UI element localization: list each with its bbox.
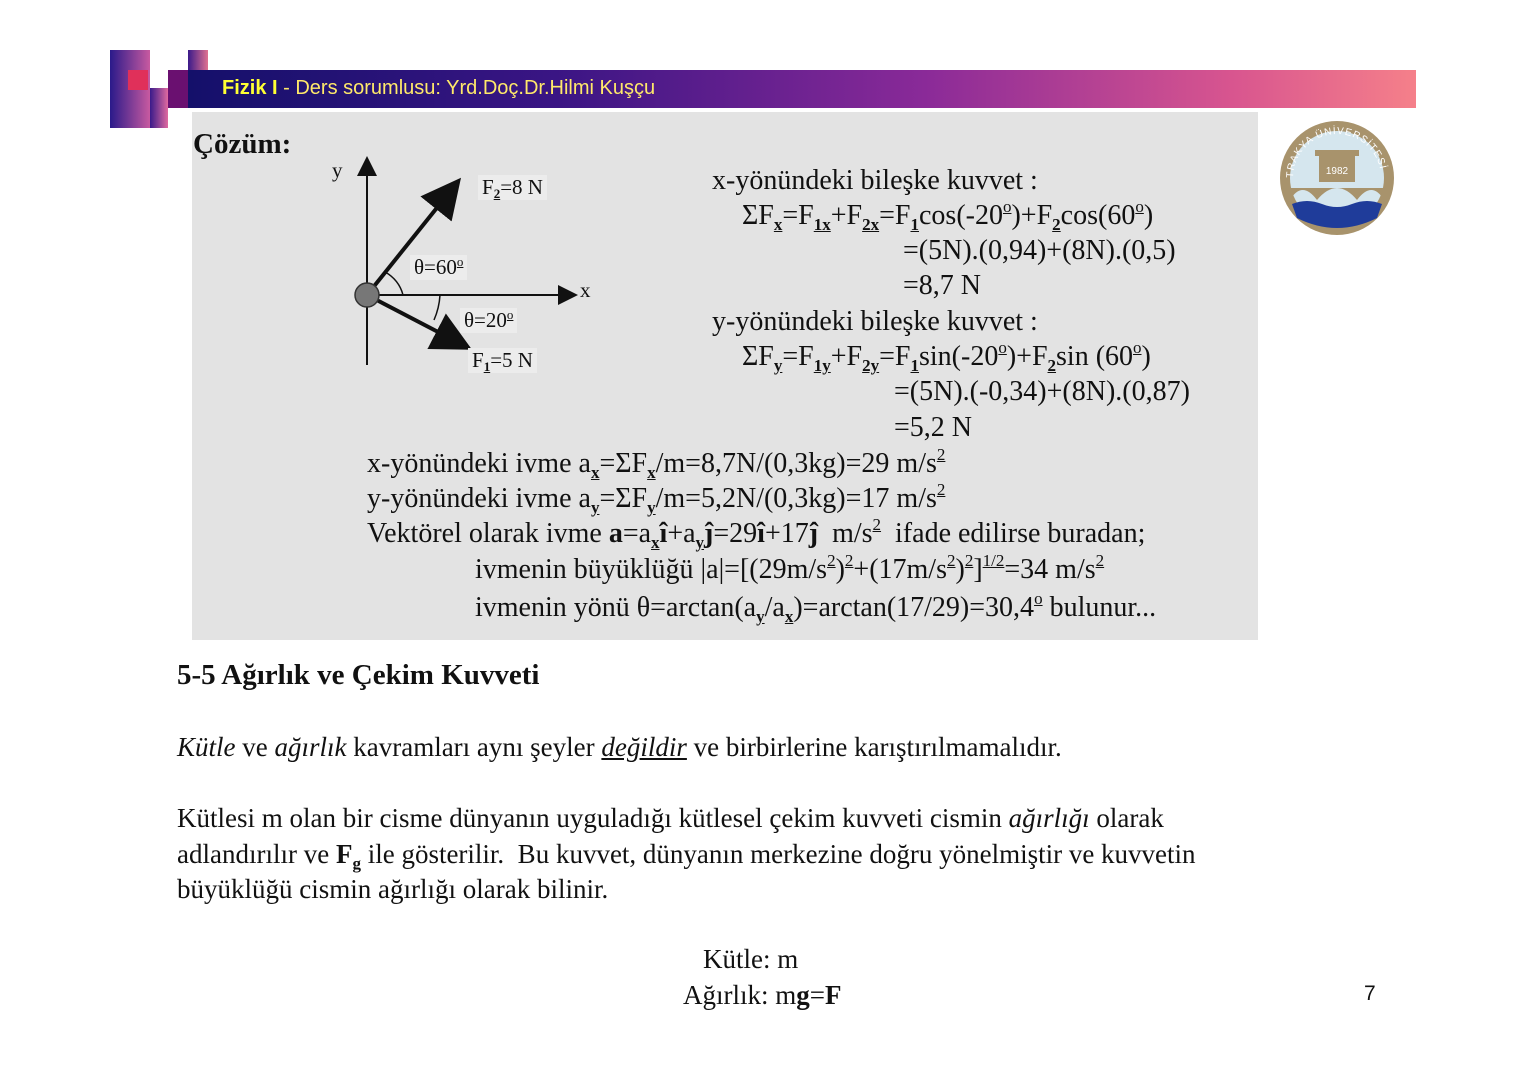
text-segment: +F [830,200,863,231]
text-segment: F [335,839,353,869]
section-heading [177,659,539,691]
text-segment: o [1002,197,1012,216]
text-segment: ağırlık [274,732,347,762]
text-segment: = [809,980,825,1010]
text-segment: +a [667,518,696,549]
weight-definition [683,979,841,1011]
instructor: - Ders sorumlusu: Yrd.Doç.Dr.Hilmi Kuşçu [277,77,656,99]
text-segment: 2 [827,551,836,570]
text-segment: 1x [813,215,831,234]
text-segment: o [1034,589,1043,608]
paragraph-2-line-3 [177,873,608,905]
text-segment: 2 [493,186,501,201]
equation-line [742,197,1154,234]
text-segment: ile gösterilir. Bu kuvvet, dünyanın merkezine doğru yönelmiştir ve kuvvetin [360,839,1196,869]
text-segment: ve [235,732,275,762]
logo-year: 1982 [1325,166,1349,177]
equation-line [712,306,1038,338]
text-segment: 2 [936,445,946,464]
text-segment: 1 [910,215,919,234]
text-segment: 2 [936,480,946,499]
text-segment: sin (60 [1056,341,1134,372]
text-segment: 2 [1095,551,1105,570]
text-segment: ΣF [742,341,774,372]
text-segment: x-yönündeki bileşke kuvvet : [712,165,1038,196]
text-segment: =a [622,518,652,549]
text-segment: x [647,463,656,482]
text-segment: ivmenin büyüklüğü |a|=[(29m/s [475,554,828,585]
text-segment: adlandırılır ve [177,839,336,869]
equation-line [367,480,946,517]
equation-line [894,376,1190,408]
text-segment: =(5N).(-0,34)+(8N).(0,87) [894,376,1190,407]
text-segment: 2x [862,215,880,234]
text-segment: =F [879,200,911,231]
paragraph-2-line-1 [177,802,1164,834]
text-segment: θ=20 [464,308,507,332]
text-segment: g [796,980,810,1010]
text-segment: =8,7 N [903,270,982,301]
x-axis-label: x [580,278,591,302]
text-segment: =5 N [490,348,533,372]
text-segment: 2 [1047,356,1057,375]
course-name: Fizik I [222,77,278,99]
text-segment: olarak [1089,803,1164,833]
mass-point [355,283,379,307]
f2-label [478,175,547,200]
y-axis-label: y [332,158,343,182]
text-segment: o [998,338,1007,357]
text-segment: o [506,307,514,322]
text-segment: o [1135,197,1144,216]
text-segment: x [590,463,600,482]
text-segment: ] [973,554,983,585]
text-segment: cos(60 [1060,200,1136,231]
text-segment: x [784,607,794,626]
theta20-label [460,308,517,333]
text-segment: Vektörel olarak ivme [367,518,609,549]
text-segment: x [773,215,783,234]
text-segment: değildir [601,732,687,762]
text-segment: +F [830,341,863,372]
text-segment: ) [1141,341,1151,372]
text-segment: x [651,533,660,552]
text-segment: y-yönündeki bileşke kuvvet : [712,306,1038,337]
text-segment: =ΣF [599,483,648,514]
text-segment: +17 [764,518,809,549]
text-segment: 1 [910,356,919,375]
text-segment: y [695,533,705,552]
svg-text:TRAKYA ÜNİVERSİTESİ [1285,124,1390,178]
text-segment: Ağırlık: m [683,980,797,1010]
text-segment: =34 m/s [1004,554,1096,585]
equation-line [367,515,1146,552]
text-segment: =F [782,341,814,372]
text-segment: ĵ [808,518,819,549]
text-segment: a [608,518,623,549]
text-segment: î [757,518,765,549]
text-segment: θ=60 [414,255,457,279]
text-segment: =(5N).(0,94)+(8N).(0,5) [903,235,1176,266]
text-segment: +(17m/s [853,554,947,585]
text-segment: /a [764,592,785,623]
text-segment: F [824,980,842,1010]
text-segment: ) [955,554,965,585]
text-segment: ifade edilirse buradan; [881,518,1146,549]
text-segment: 2 [872,515,882,534]
text-segment: m/s [818,518,873,549]
text-segment: Kütle: m [703,944,799,974]
text-segment: sin(-20 [919,341,999,372]
text-segment: =5,2 N [894,412,973,443]
theta60-label [410,255,467,280]
text-segment: y [647,498,656,517]
solution-title: Çözüm: [193,128,292,160]
text-segment: y [590,498,600,517]
text-segment: ağırlığı [1008,803,1090,833]
text-segment: 1 [483,359,491,374]
text-segment: =8 N [500,175,543,199]
f1-label [468,348,537,373]
text-segment: 2 [844,551,854,570]
text-segment: o [1133,338,1142,357]
logo-ring-text [1277,118,1397,238]
text-segment: bulunur... [1042,592,1157,623]
text-segment: )=arctan(17/29)=30,4 [793,592,1035,623]
equation-line [894,412,972,444]
text-segment: 1y [813,356,831,375]
angle-arc-20 [434,295,440,320]
text-segment: g [352,854,361,873]
text-segment: ) [835,554,845,585]
equation-line [712,165,1038,197]
text-segment: î [659,518,668,549]
text-segment: /m=8,7N/(0,3kg)=29 m/s [655,448,937,479]
text-segment: =F [879,341,911,372]
text-segment: Kütlesi m olan bir cisme dünyanın uyguladığı kütlesel çekim kuvveti cismin [177,803,1009,833]
logo-text: TRAKYA ÜNİVERSİTESİ [1284,125,1389,179]
text-segment: 2 [946,551,956,570]
equation-line [475,551,1105,586]
mass-definition [703,943,798,975]
text-segment: ivmenin yönü θ=arctan(a [475,592,757,623]
text-segment: F [482,175,494,199]
text-segment: y-yönündeki ivme a [367,483,591,514]
text-segment: 2 [964,551,974,570]
text-segment: 5-5 Ağırlık ve Çekim Kuvveti [177,659,540,691]
equation-line [475,589,1157,626]
page-number: 7 [1364,982,1376,1005]
text-segment: /m=5,2N/(0,3kg)=17 m/s [655,483,937,514]
text-segment: o [456,254,464,269]
text-segment: F [472,348,484,372]
text-segment: 2y [862,356,880,375]
text-segment: 2 [1052,215,1061,234]
text-segment: ΣF [742,200,774,231]
text-segment: kavramları aynı şeyler [346,732,602,762]
text-segment: =F [782,200,814,231]
text-segment: ve birbirlerine karıştırılmamalıdır. [686,732,1062,762]
text-segment: ĵ [704,518,714,549]
paragraph-1 [177,731,1062,763]
equation-line [903,235,1176,267]
text-segment: y [756,607,765,626]
text-segment: )+F [1011,200,1053,231]
text-segment: y [773,356,783,375]
equation-line [742,338,1151,375]
equation-line [903,270,981,302]
equation-line [367,445,946,482]
text-segment: =29 [713,518,758,549]
text-segment: 1/2 [982,551,1005,570]
angle-arc-60 [385,272,403,295]
text-segment: )+F [1006,341,1048,372]
text-segment: cos(-20 [919,200,1003,231]
paragraph-2-line-2 [177,838,1196,873]
text-segment: büyüklüğü cismin ağırlığı olarak bilinir. [177,874,609,904]
text-segment: =ΣF [599,448,648,479]
text-segment: Kütle [177,732,236,762]
text-segment: x-yönündeki ivme a [367,448,591,479]
text-segment: ) [1143,200,1154,231]
f1-vector [367,295,465,346]
